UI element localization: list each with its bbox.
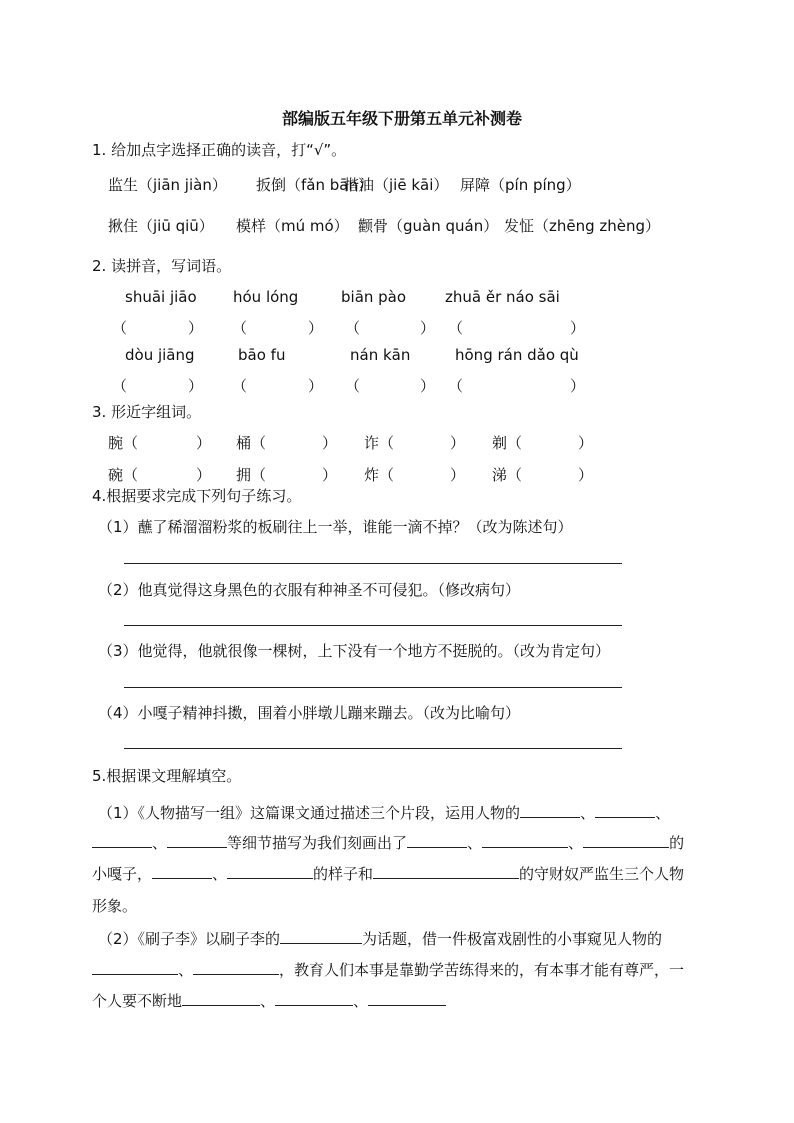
- q3-close: ）: [450, 434, 466, 452]
- fill-blank[interactable]: [152, 863, 212, 879]
- fill-blank[interactable]: [227, 863, 313, 879]
- q5-sep: 、: [152, 834, 168, 852]
- q1-item: 监生（jiān jiàn）: [108, 176, 227, 194]
- q1-item: 发怔（zhēng zhèng）: [504, 217, 661, 235]
- q4-item: （1）蘸了稀溜溜粉浆的板刷往上一举，谁能一滴不掉？（改为陈述句）: [98, 518, 573, 536]
- q3-char: 涕（: [492, 466, 523, 484]
- pinyin: zhuā ěr náo sāi: [445, 288, 560, 306]
- pinyin: bāo fu: [238, 346, 286, 364]
- answer-paren-close: ）: [570, 319, 586, 337]
- q5-p2-line2: [92, 959, 684, 980]
- q3-close: ）: [450, 466, 466, 484]
- answer-line[interactable]: [124, 625, 622, 626]
- q3-char: 腕（: [108, 434, 139, 452]
- fill-blank[interactable]: [482, 832, 568, 848]
- fill-blank[interactable]: [167, 832, 227, 848]
- answer-paren-close: ）: [188, 377, 204, 395]
- q3-close: ）: [578, 434, 594, 452]
- q5-text: 小嘎子，: [92, 865, 153, 883]
- q1-item: 颧骨（guàn quán）: [358, 217, 499, 235]
- q5-p1-line3: [92, 863, 684, 884]
- q5-text: 的样子和: [313, 865, 374, 883]
- q5-p1-line2: [92, 832, 684, 853]
- q1-item: 模样（mú mó）: [236, 217, 349, 235]
- q3-char: 拥（: [236, 466, 267, 484]
- q5-sep: 、: [353, 992, 369, 1010]
- q5-sep: 、: [212, 865, 228, 883]
- q1-item: 屏障（pín píng）: [460, 176, 581, 194]
- pinyin: dòu jiāng: [125, 346, 195, 364]
- fill-blank[interactable]: [373, 863, 519, 879]
- q3-char: 剃（: [492, 434, 523, 452]
- q4-item: （2）他真觉得这身黑色的衣服有种神圣不可侵犯。（修改病句）: [98, 581, 521, 599]
- fill-blank[interactable]: [595, 802, 655, 818]
- fill-blank[interactable]: [583, 832, 669, 848]
- q3-char: 诈（: [364, 434, 395, 452]
- fill-blank[interactable]: [280, 928, 362, 944]
- q3-close: ）: [322, 434, 338, 452]
- q5-p2-line1: [98, 928, 662, 949]
- q4-item: （3）他觉得，他就很像一棵树，上下没有一个地方不挺脱的。（改为肯定句）: [98, 642, 611, 660]
- answer-paren-close: ）: [420, 377, 436, 395]
- answer-paren-close: ）: [570, 377, 586, 395]
- answer-paren-open: （: [232, 377, 248, 395]
- q5-text: 的守财奴严监生三个人物: [519, 865, 685, 883]
- answer-paren-open: （: [448, 319, 464, 337]
- pinyin: biān pào: [341, 288, 407, 306]
- q5-p1-line1: [98, 802, 670, 823]
- q5-sep: 、: [467, 834, 483, 852]
- answer-line[interactable]: [124, 687, 622, 688]
- q5-text: （1）《人物描写一组》这篇课文通过描述三个片段，运用人物的: [98, 804, 521, 822]
- answer-line[interactable]: [124, 748, 622, 749]
- answer-paren-close: ）: [420, 319, 436, 337]
- q5-text: （2）《刷子李》以刷子李的: [98, 930, 281, 948]
- q3-close: ）: [196, 466, 212, 484]
- answer-paren-open: （: [345, 319, 361, 337]
- pinyin: hóu lóng: [233, 288, 299, 306]
- fill-blank[interactable]: [193, 959, 279, 975]
- q3-heading: 3. 形近字组词。: [92, 403, 202, 421]
- fill-blank[interactable]: [520, 802, 580, 818]
- fill-blank[interactable]: [182, 990, 260, 1006]
- q4-heading: 4.根据要求完成下列句子练习。: [92, 487, 302, 505]
- q5-p2-line3: [92, 990, 446, 1011]
- q5-sep: 、: [580, 804, 596, 822]
- q5-heading: 5.根据课文理解填空。: [92, 767, 242, 785]
- q3-close: ）: [322, 466, 338, 484]
- q3-char: 炸（: [364, 466, 395, 484]
- fill-blank[interactable]: [92, 959, 178, 975]
- answer-paren-open: （: [112, 377, 128, 395]
- answer-paren-open: （: [232, 319, 248, 337]
- answer-paren-close: ）: [188, 319, 204, 337]
- fill-blank[interactable]: [368, 990, 446, 1006]
- q5-sep: 、: [655, 804, 671, 822]
- q3-close: ）: [578, 466, 594, 484]
- q3-char: 桶（: [236, 434, 267, 452]
- page-title: 部编版五年级下册第五单元补测卷: [282, 109, 523, 128]
- fill-blank[interactable]: [92, 832, 152, 848]
- pinyin: nán kān: [350, 346, 411, 364]
- q5-p1-line4: 形象。: [92, 897, 138, 915]
- q1-item: 揪住（jiū qiū）: [108, 217, 214, 235]
- q4-item: （4）小嘎子精神抖擞，围着小胖墩儿蹦来蹦去。（改为比喻句）: [98, 704, 521, 722]
- q1-item: 揩油（jiē kāi）: [344, 176, 449, 194]
- answer-paren-close: ）: [308, 377, 324, 395]
- q3-close: ）: [196, 434, 212, 452]
- fill-blank[interactable]: [275, 990, 353, 1006]
- answer-paren-open: （: [112, 319, 128, 337]
- q5-text: 个人要不断地: [92, 992, 183, 1010]
- pinyin: hōng rán dǎo qù: [455, 346, 579, 364]
- q5-text: 的: [669, 834, 685, 852]
- fill-blank[interactable]: [407, 832, 467, 848]
- answer-paren-open: （: [345, 377, 361, 395]
- answer-paren-open: （: [448, 377, 464, 395]
- q5-sep: 、: [568, 834, 584, 852]
- q2-heading: 2. 读拼音，写词语。: [92, 257, 232, 275]
- answer-paren-close: ）: [308, 319, 324, 337]
- q5-sep: 、: [178, 961, 194, 979]
- q5-text: ，教育人们本事是靠勤学苦练得来的，有本事才能有尊严，一: [279, 961, 685, 979]
- q5-sep: 、: [260, 992, 276, 1010]
- q1-item: 扳倒（fǎn bān）: [256, 176, 373, 194]
- q5-text: 为话题，借一件极富戏剧性的小事窥见人物的: [362, 930, 663, 948]
- q5-text: 等细节描写为我们刻画出了: [227, 834, 408, 852]
- q1-heading: 1. 给加点字选择正确的读音，打“√”。: [92, 141, 347, 159]
- q3-char: 碗（: [108, 466, 139, 484]
- answer-line[interactable]: [124, 563, 622, 564]
- pinyin: shuāi jiāo: [125, 288, 197, 306]
